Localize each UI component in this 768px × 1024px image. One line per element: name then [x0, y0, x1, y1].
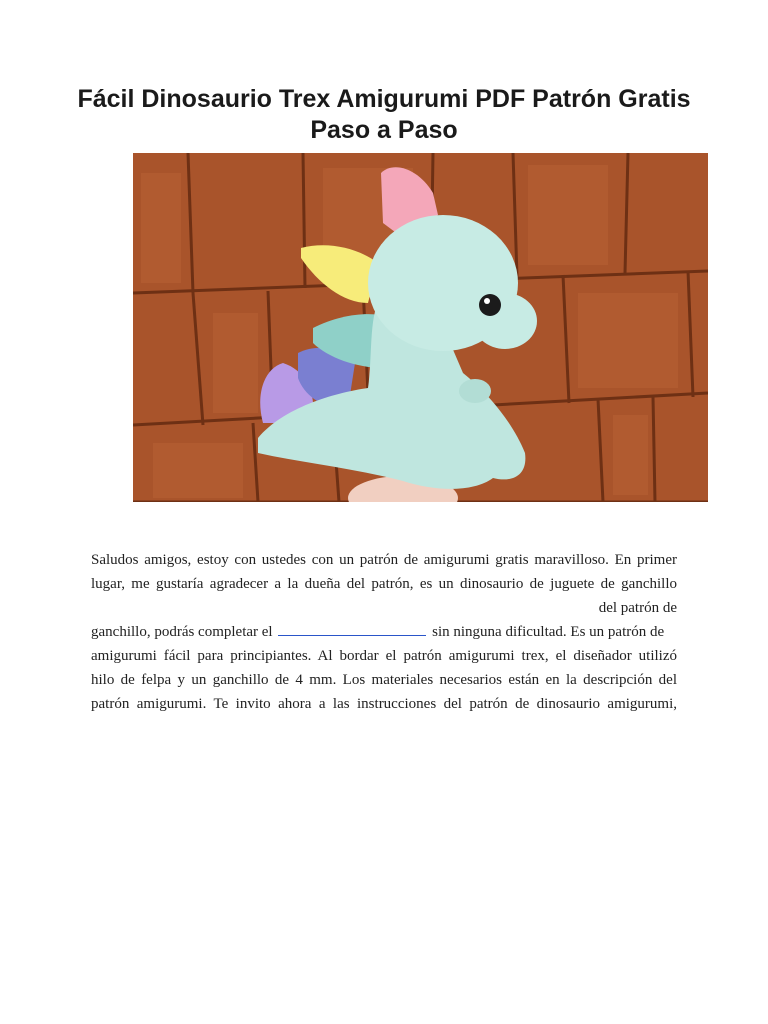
- amigurumi-dinosaur-image: [133, 153, 708, 502]
- paragraph-line: lugar, me gustaría agradecer a la dueña del patrón, es un dinosaurio de juguete de ganchillo: [91, 576, 677, 592]
- paragraph-line: hilo de felpa y un ganchillo de 4 mm. Los materiales necesarios están en la descripción del: [91, 672, 677, 688]
- page-title: Fácil Dinosaurio Trex Amigurumi PDF Patrón Gratis Paso a Paso: [77, 85, 691, 144]
- paragraph-line-fragment: del patrón de: [598, 600, 677, 616]
- paragraph-line-fragment: ganchillo, podrás completar el: [91, 624, 273, 640]
- pattern-link[interactable]: [278, 621, 426, 636]
- paragraph-line: Saludos amigos, estoy con ustedes con un patrón de amigurumi gratis maravilloso. En primer: [91, 552, 677, 568]
- paragraph-line-fragment: sin ninguna dificultad. Es un patrón de: [432, 624, 665, 640]
- dino-eye: [479, 294, 501, 316]
- dino-arm: [459, 379, 491, 403]
- paragraph-line: amigurumi fácil para principiantes. Al bordar el patrón amigurumi trex, el diseñador utilizó: [91, 648, 677, 664]
- paragraph-line: [91, 596, 677, 620]
- intro-paragraph: [91, 548, 677, 716]
- paragraph-line: [91, 620, 677, 644]
- paragraph-line: patrón amigurumi. Te invito ahora a las instrucciones del patrón de dinosaurio amigurumi,: [91, 696, 677, 712]
- photo-illustration: [133, 153, 708, 502]
